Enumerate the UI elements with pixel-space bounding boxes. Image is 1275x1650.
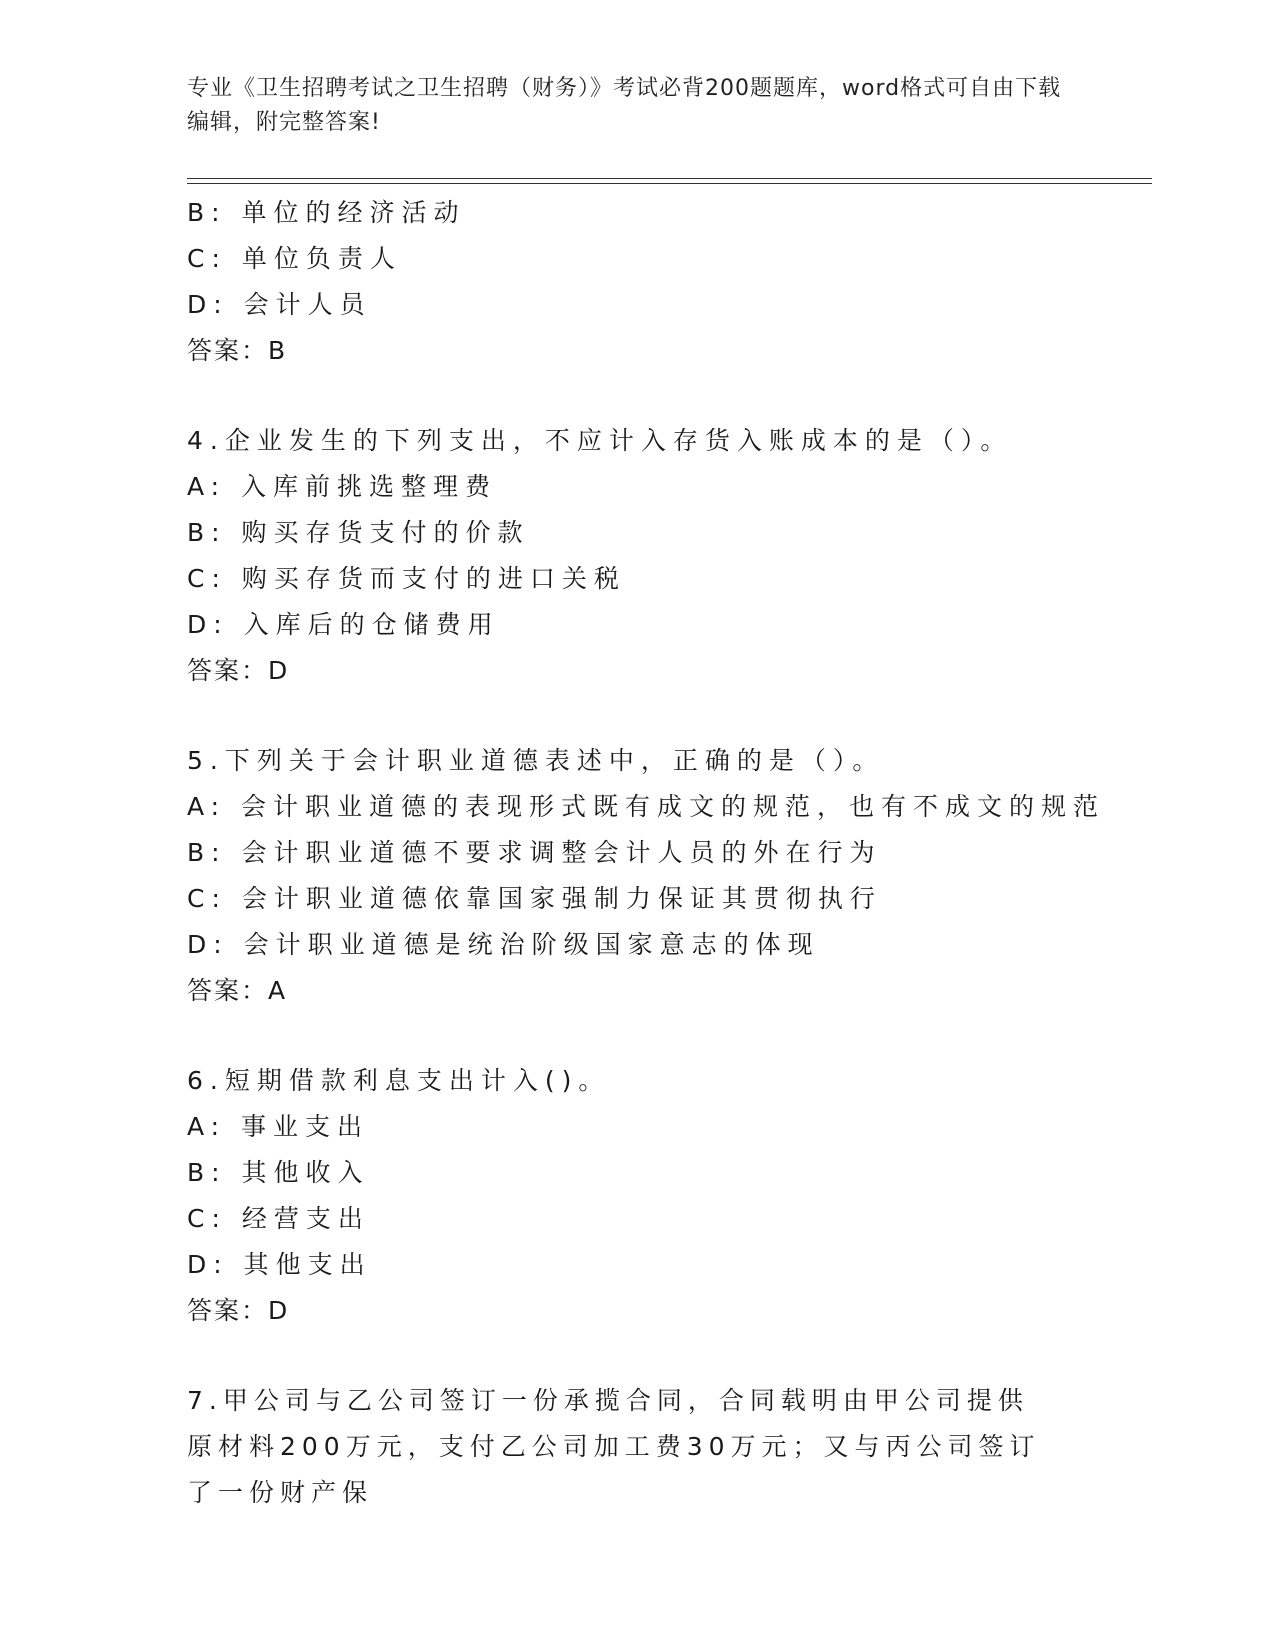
question-7 bbox=[187, 1378, 1152, 1516]
spacer bbox=[187, 1014, 1152, 1058]
option-d: D: 会计人员 bbox=[187, 290, 372, 319]
question-4 bbox=[187, 418, 1152, 694]
header-divider-top bbox=[187, 178, 1152, 179]
option-c: C: 购买存货而支付的进口关税 bbox=[187, 564, 626, 593]
question-3 bbox=[187, 190, 1152, 374]
option-d: D: 入库后的仓储费用 bbox=[187, 610, 500, 639]
answer: 答案：D bbox=[187, 1296, 290, 1325]
option-b: B: 单位的经济活动 bbox=[187, 198, 466, 227]
option-b: B: 其他收入 bbox=[187, 1158, 370, 1187]
document-header: 专业《卫生招聘考试之卫生招聘（财务）》考试必背200题题库，word格式可自由下载编辑，附完整答案! bbox=[187, 76, 1062, 135]
option-d: D: 其他支出 bbox=[187, 1250, 372, 1279]
header-divider-bottom bbox=[187, 183, 1152, 184]
question-5 bbox=[187, 738, 1152, 1014]
answer: 答案：A bbox=[187, 976, 288, 1005]
spacer bbox=[187, 694, 1152, 738]
option-b: B: 会计职业道德不要求调整会计人员的外在行为 bbox=[187, 838, 882, 867]
question-stem: 7.甲公司与乙公司签订一份承揽合同，合同载明由甲公司提供原材料200万元，支付乙公司加工费30万元；又与丙公司签订了一份财产保 bbox=[187, 1386, 1041, 1507]
question-stem: 6.短期借款利息支出计入()。 bbox=[187, 1066, 611, 1095]
option-a: A: 入库前挑选整理费 bbox=[187, 472, 498, 501]
question-stem: 5.下列关于会计职业道德表述中，正确的是（）。 bbox=[187, 746, 885, 775]
answer: 答案：B bbox=[187, 336, 288, 365]
spacer bbox=[187, 1334, 1152, 1378]
option-a: A: 会计职业道德的表现形式既有成文的规范，也有不成文的规范 bbox=[187, 792, 1106, 821]
answer: 答案：D bbox=[187, 656, 290, 685]
option-d: D: 会计职业道德是统治阶级国家意志的体现 bbox=[187, 930, 820, 959]
question-stem: 4.企业发生的下列支出，不应计入存货入账成本的是（）。 bbox=[187, 426, 1013, 455]
option-c: C: 经营支出 bbox=[187, 1204, 370, 1233]
option-b: B: 购买存货支付的价款 bbox=[187, 518, 530, 547]
question-6 bbox=[187, 1058, 1152, 1334]
question-list bbox=[187, 190, 1152, 1516]
spacer bbox=[187, 374, 1152, 418]
option-a: A: 事业支出 bbox=[187, 1112, 370, 1141]
option-c: C: 单位负责人 bbox=[187, 244, 402, 273]
option-c: C: 会计职业道德依靠国家强制力保证其贯彻执行 bbox=[187, 884, 882, 913]
